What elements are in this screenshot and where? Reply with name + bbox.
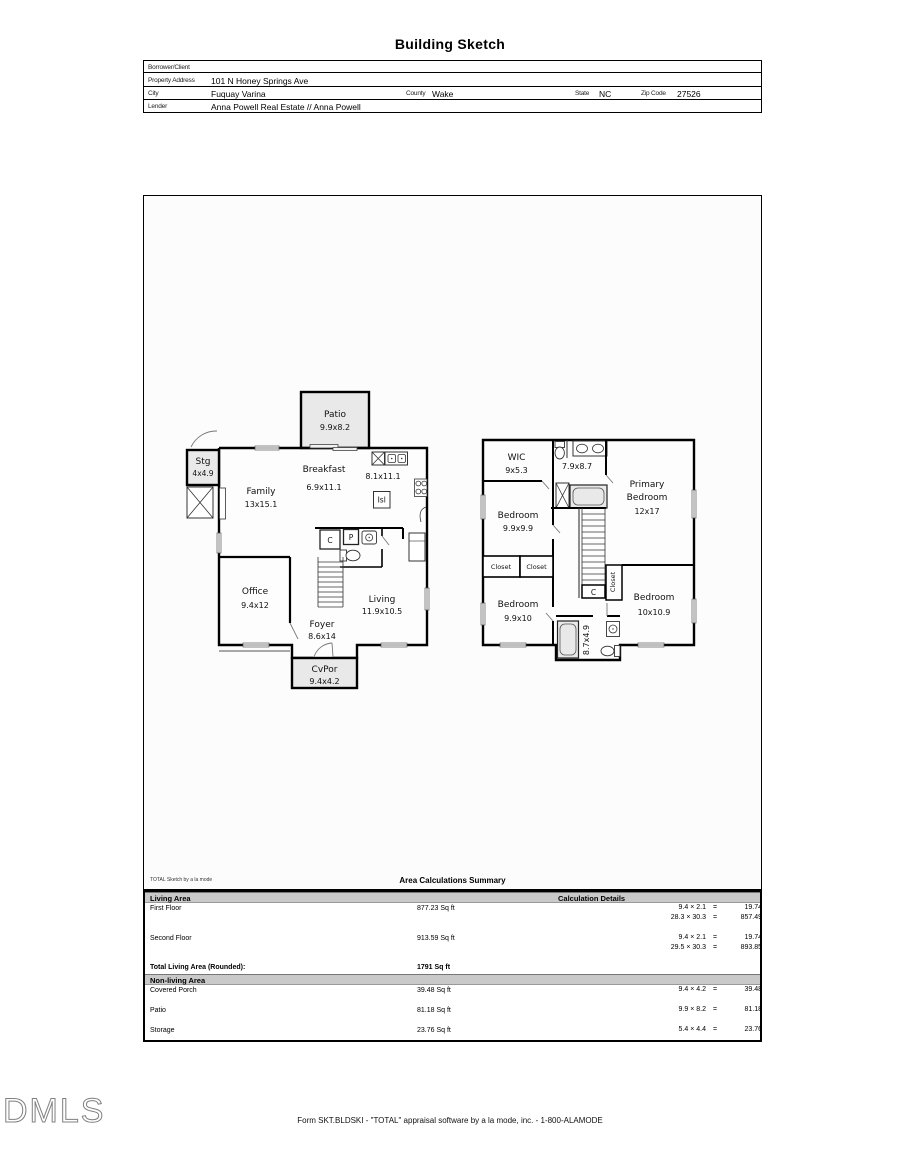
page-title: Building Sketch [394,36,506,52]
city-row [144,87,761,100]
zip-label: Zip Code [641,90,666,97]
patio-room [301,392,369,448]
office-dim: 9.4x12 [241,601,269,610]
detail-expr: 29.5 × 30.3 [670,944,706,951]
total-living-label: Total Living Area (Rounded): [150,964,246,971]
row-detail [640,934,762,941]
stg-label: Stg [195,457,211,467]
living-area-header-bar [145,892,760,903]
borrower-row [144,61,761,73]
door-arc-icon [191,431,217,447]
total-living-value: 1791 Sq ft [417,964,451,971]
living-label: Living [368,595,396,605]
zip-value: 27526 [677,89,701,99]
dmls-watermark: DMLS [3,1092,106,1130]
nonliving-header: Non-living Area [150,976,206,985]
county-label: County [406,90,426,97]
row-detail [640,904,762,911]
row-area: 877.23 Sq ft [417,905,455,912]
bedroom-br-dim: 10x10.9 [637,608,671,617]
foyer-dim: 8.6x14 [308,632,336,641]
second-floor-plan [481,440,696,660]
stove-icon [415,479,428,497]
wic-dim: 9x5.3 [505,466,528,475]
city-value: Fuquay Varina [211,89,266,99]
shower-icon [556,483,569,508]
row-area: 39.48 Sq ft [417,987,451,994]
row-area: 913.59 Sq ft [417,935,455,942]
primary-dim: 12x17 [634,507,660,516]
form-footer-text: Form SKT.BLDSKI - "TOTAL" appraisal software by a la mode, inc. - 1-800-ALAMODE [297,1116,603,1125]
detail-expr: 5.4 × 4.4 [678,1026,706,1033]
island-label: Isl [377,495,386,505]
area-calc-summary-title: Area Calculations Summary [399,876,506,885]
closet-left-label: Closet [490,563,512,571]
vert-closet-label: Closet [609,571,617,593]
detail-eq: = [712,1026,718,1033]
bedroom-bl-label: Bedroom [497,600,539,610]
pantry-label: P [348,533,354,542]
detail-eq: = [712,914,718,921]
breakfast-label: Breakfast [302,465,346,475]
c-closet-label: C [590,588,597,597]
detail-val: 19.74 [744,904,762,911]
detail-val: 893.85 [740,944,762,951]
detail-eq: = [712,944,718,951]
calc-details-header: Calculation Details [558,894,626,903]
detail-expr: 9.4 × 2.1 [678,904,706,911]
address-label: Property Address [148,77,195,84]
foyer-label: Foyer [309,620,335,630]
breakfast-dim: 6.9x11.1 [306,483,342,492]
closets-row [483,556,553,577]
sink-icon [607,622,620,637]
closet-label: C [327,536,333,545]
kitchen-sink-icon [385,452,408,465]
fridge-icon [409,533,425,561]
bedroom-bl-dim: 9.9x10 [504,614,532,623]
bedroom-mid-dim: 9.9x9.9 [502,524,534,533]
foyer-bump [292,645,357,658]
row-label: Patio [150,1007,166,1014]
row-label: First Floor [150,905,182,912]
detail-expr: 9.9 × 8.2 [678,1006,706,1013]
detail-eq: = [712,904,718,911]
wic-label: WIC [507,453,526,463]
primary-label-1: Primary [629,480,665,490]
total-sketch-branding: TOTAL Sketch by a la mode [150,877,213,883]
bath-bottom-dim: 8.7x4.9 [582,624,591,656]
row-label: Second Floor [150,935,192,942]
cvpor-label: CvPor [311,665,338,675]
bedroom-br-label: Bedroom [633,593,675,603]
detail-expr: 9.4 × 2.1 [678,934,706,941]
property-info-table [143,60,762,113]
lender-row [144,100,761,113]
row-area: 23.76 Sq ft [417,1027,451,1034]
row-area: 81.18 Sq ft [417,1007,451,1014]
bedroom-mid-label: Bedroom [497,511,539,521]
closet-right-label: Closet [526,563,547,571]
kitchen-dim: 8.1x11.1 [365,472,401,481]
primary-label-2: Bedroom [626,493,668,503]
patio-dim: 9.9x8.2 [319,423,351,432]
detail-eq: = [712,1006,718,1013]
family-dim: 13x15.1 [244,500,278,509]
tub-icon [570,485,607,508]
detail-val: 81.18 [744,1006,762,1013]
detail-eq: = [712,934,718,941]
stg-dim: 4x4.9 [192,469,214,478]
bath-top-dim: 7.9x8.7 [561,462,593,471]
row-detail [640,1026,762,1033]
detail-val: 857.49 [740,914,762,921]
kitchen-island [374,492,391,509]
row-detail [640,944,762,951]
city-label: City [148,90,159,97]
address-row [144,73,761,87]
row-label: Storage [150,1027,175,1034]
first-floor-plan [187,392,429,688]
borrower-label: Borrower/Client [148,64,190,71]
floorplan-canvas [143,195,762,890]
living-dim: 11.9x10.5 [361,607,403,616]
detail-eq: = [712,986,718,993]
powder-sink-icon [362,531,377,544]
toilet-icon [555,442,565,460]
kitchen-appliance-icon [372,452,385,465]
row-detail [640,986,762,993]
lender-value: Anna Powell Real Estate // Anna Powell [211,102,361,112]
row-label: Covered Porch [150,987,197,994]
detail-val: 39.48 [744,986,762,993]
nonliving-header-bar [145,974,760,985]
state-label: State [575,90,590,97]
tub-icon [558,621,579,658]
detail-val: 23.76 [744,1026,762,1033]
detail-val: 19.74 [744,934,762,941]
lender-label: Lender [148,103,168,110]
patio-label: Patio [323,410,347,420]
double-sink-icon [573,441,607,456]
address-value: 101 N Honey Springs Ave [211,76,309,86]
living-area-header: Living Area [150,894,191,903]
detail-expr: 9.4 × 4.2 [678,986,706,993]
cvpor-dim: 9.4x4.2 [309,677,340,686]
area-calculations-table [143,890,762,1042]
row-detail [640,1006,762,1013]
row-detail [640,914,762,921]
family-label: Family [246,487,276,497]
detail-expr: 28.3 × 30.3 [670,914,706,921]
fireplace-icon [187,487,226,519]
state-value: NC [599,89,612,99]
toilet-icon [601,646,620,657]
county-value: Wake [432,89,454,99]
office-label: Office [241,587,269,597]
storage-room [187,431,219,485]
